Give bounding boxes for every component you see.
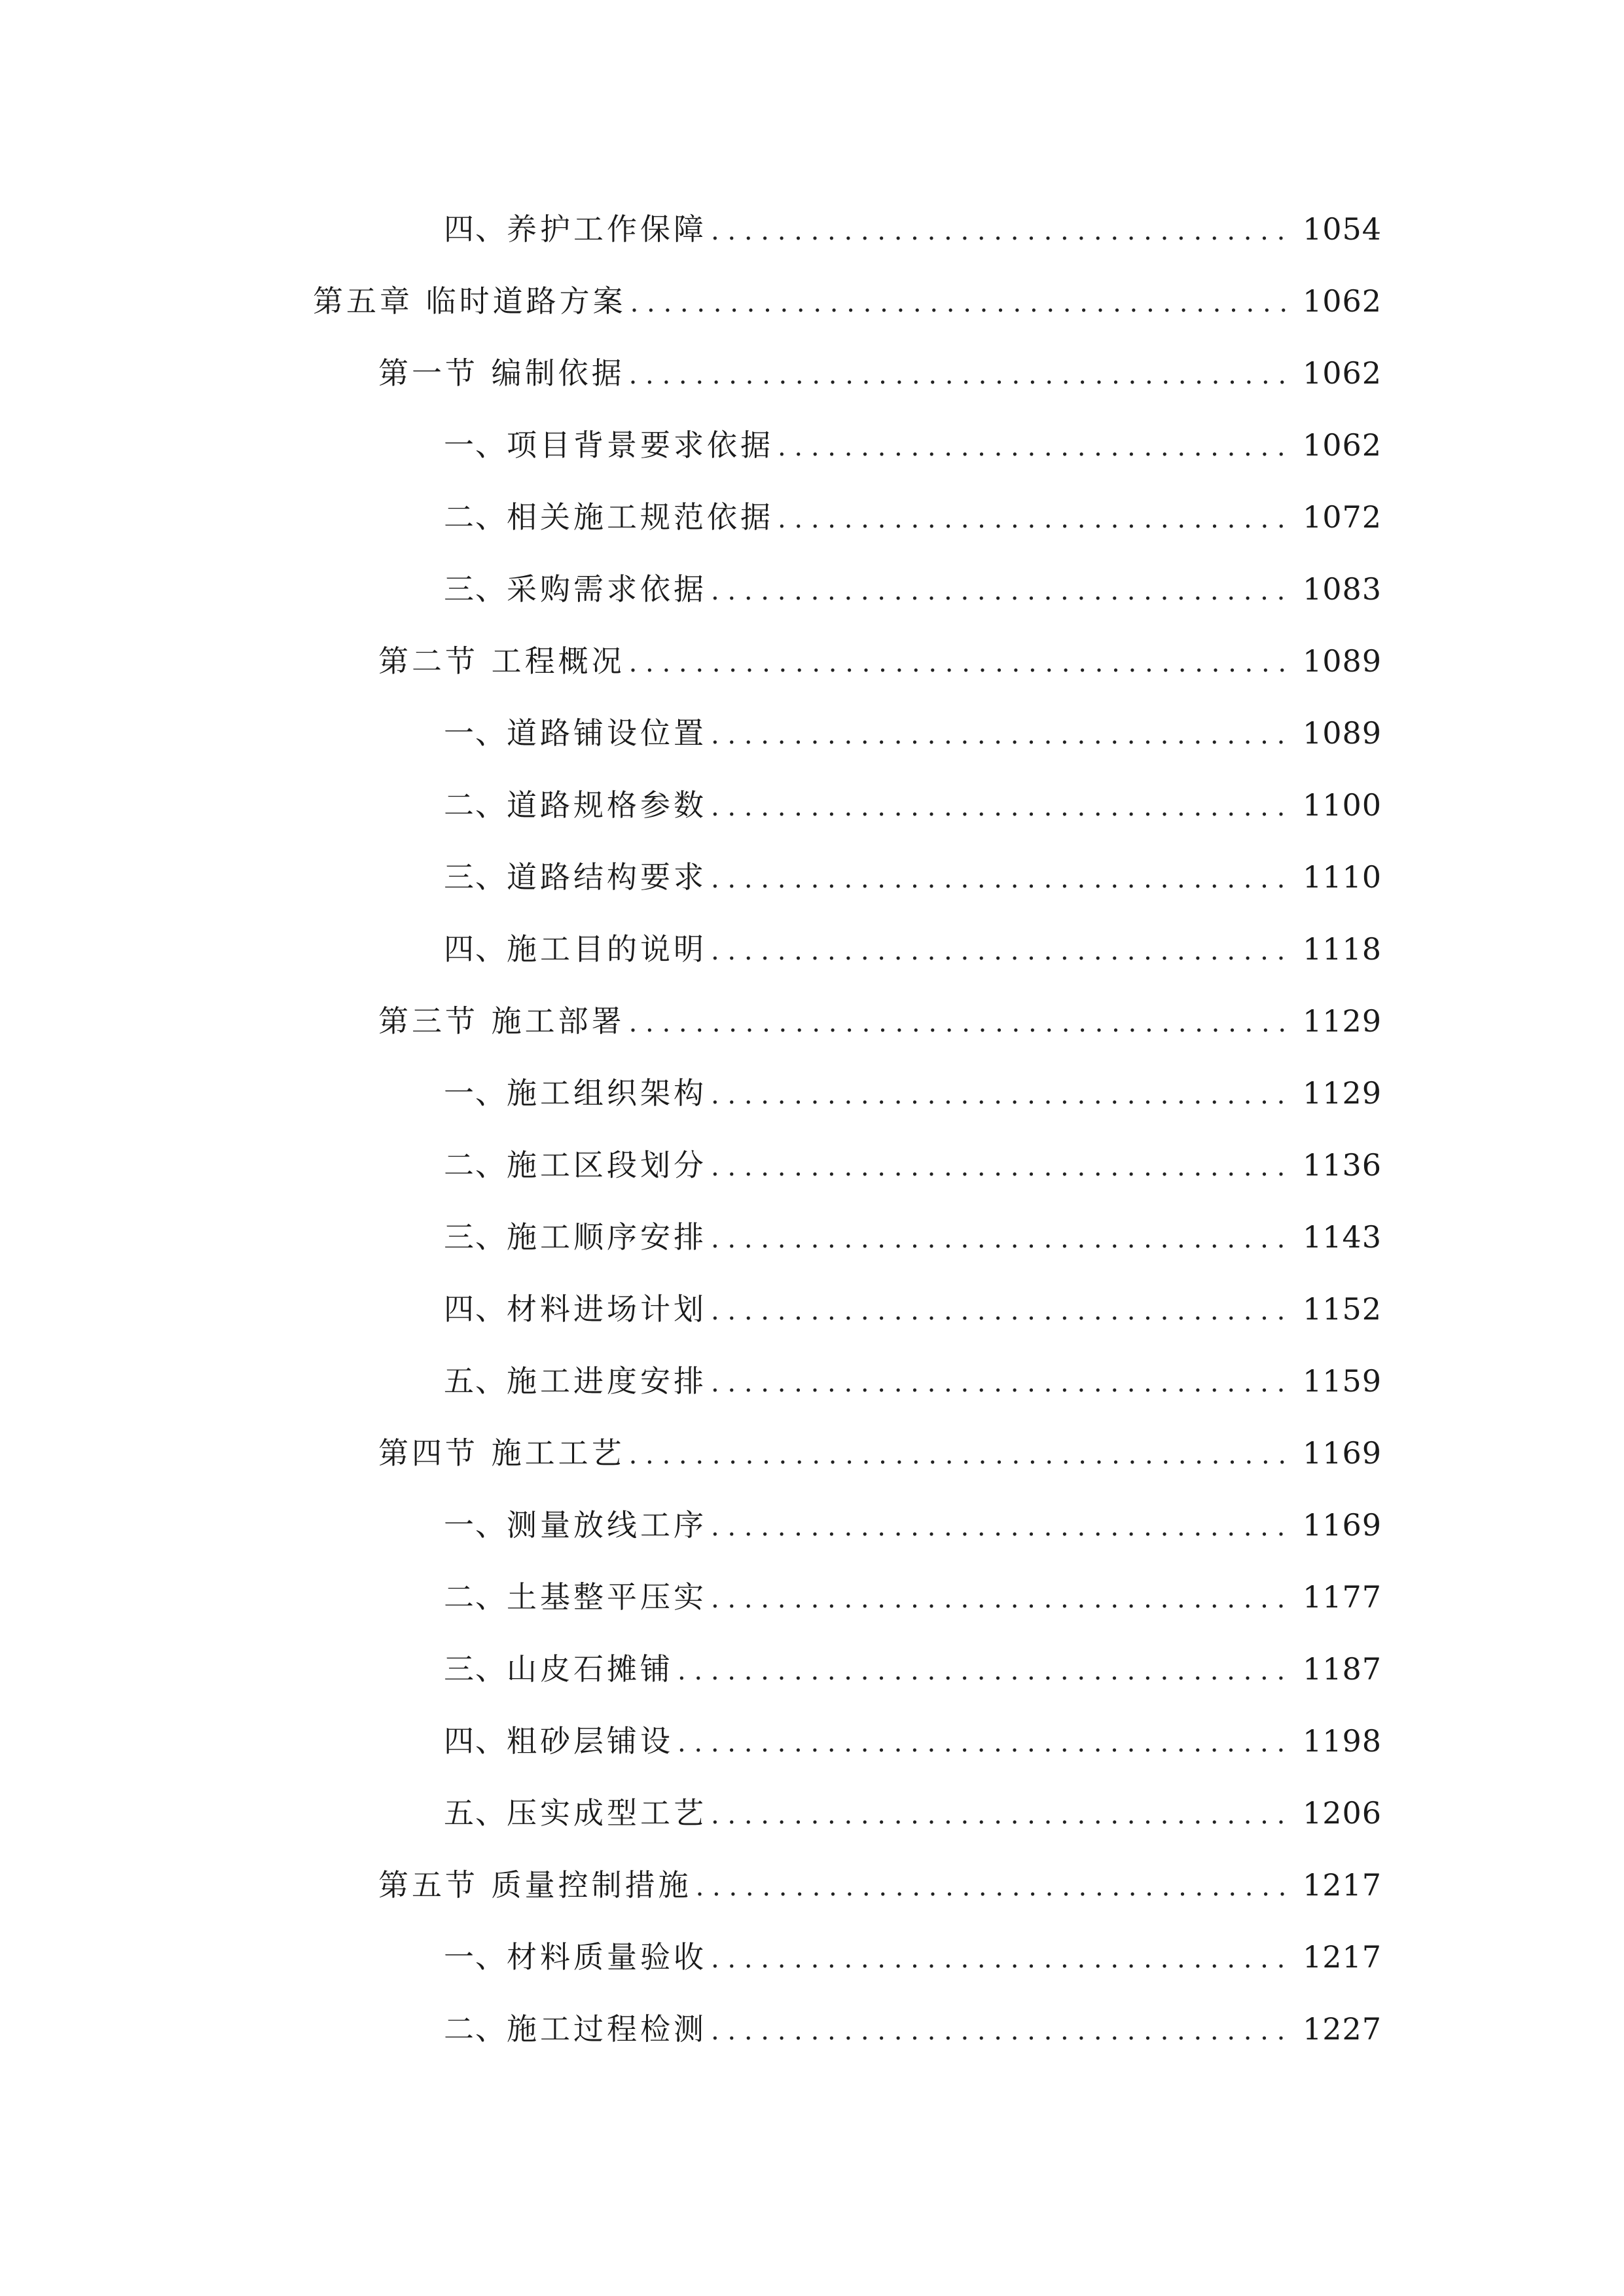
- toc-entry-marker: 三、: [444, 571, 507, 607]
- toc-leader-dots: [711, 1789, 1290, 1841]
- toc-entry-marker: 三、: [444, 1219, 507, 1255]
- toc-entry-title: 山皮石摊铺: [507, 1651, 674, 1687]
- toc-entry[interactable]: [444, 1787, 1382, 1839]
- toc-entry-section[interactable]: [378, 347, 1382, 399]
- toc-entry-title: 材料质量验收: [507, 1939, 707, 1975]
- toc-leader-dots: [778, 493, 1290, 545]
- toc-entry[interactable]: [444, 1283, 1382, 1335]
- toc-entry-section[interactable]: [378, 995, 1382, 1047]
- toc-entry-page: 1062: [1303, 355, 1382, 391]
- toc-entry-title: 道路规格参数: [507, 787, 707, 823]
- toc-entry-title: 第二节 工程概况: [378, 643, 625, 679]
- toc-leader-dots: [711, 1213, 1290, 1265]
- toc-entry-marker: 一、: [444, 715, 507, 751]
- toc-leader-dots: [629, 637, 1290, 689]
- toc-entry[interactable]: [444, 923, 1382, 975]
- toc-leader-dots: [778, 421, 1290, 473]
- toc-entry[interactable]: [444, 419, 1382, 471]
- toc-leader-dots: [711, 565, 1290, 617]
- toc-entry-title: 道路铺设位置: [507, 715, 707, 751]
- toc-entry[interactable]: [444, 563, 1382, 615]
- toc-entry-section[interactable]: [378, 635, 1382, 687]
- toc-entry[interactable]: [444, 1571, 1382, 1623]
- toc-entry-marker: 一、: [444, 1075, 507, 1111]
- toc-entry-page: 1062: [1303, 427, 1382, 463]
- toc-entry-page: 1136: [1303, 1147, 1382, 1183]
- toc-entry-page: 1152: [1303, 1291, 1382, 1327]
- toc-entry[interactable]: [444, 203, 1382, 255]
- toc-entry-title: 第三节 施工部署: [378, 1003, 625, 1039]
- toc-entry-title: 项目背景要求依据: [507, 427, 774, 463]
- toc-entry-marker: 三、: [444, 859, 507, 895]
- toc-entry-title: 相关施工规范依据: [507, 499, 774, 535]
- toc-entry-title: 施工过程检测: [507, 2011, 707, 2047]
- toc-entry[interactable]: [444, 851, 1382, 903]
- toc-entry[interactable]: [444, 491, 1382, 543]
- toc-leader-dots: [629, 997, 1290, 1049]
- toc-leader-dots: [711, 1573, 1290, 1625]
- toc-leader-dots: [711, 1357, 1290, 1409]
- toc-entry-marker: 三、: [444, 1651, 507, 1687]
- toc-entry-page: 1143: [1303, 1219, 1382, 1255]
- toc-leader-dots: [696, 1861, 1290, 1913]
- toc-entry-page: 1169: [1303, 1435, 1382, 1471]
- toc-leader-dots: [629, 349, 1290, 401]
- toc-entry[interactable]: [444, 1067, 1382, 1119]
- toc-leader-dots: [711, 781, 1290, 833]
- toc-entry-title: 采购需求依据: [507, 571, 707, 607]
- toc-entry-title: 第四节 施工工艺: [378, 1435, 625, 1471]
- toc-entry[interactable]: [444, 1499, 1382, 1551]
- toc-leader-dots: [677, 1717, 1290, 1769]
- toc-entry[interactable]: [444, 707, 1382, 759]
- toc-entry-page: 1227: [1303, 2011, 1382, 2047]
- toc-leader-dots: [711, 2005, 1290, 2057]
- toc-leader-dots: [629, 1429, 1290, 1481]
- toc-entry-page: 1217: [1303, 1867, 1382, 1903]
- toc-entry[interactable]: [444, 1211, 1382, 1263]
- toc-entry-marker: 二、: [444, 499, 507, 535]
- toc-entry-title: 第一节 编制依据: [378, 355, 625, 391]
- toc-entry-title: 测量放线工序: [507, 1507, 707, 1543]
- toc-entry[interactable]: [444, 1715, 1382, 1767]
- toc-entry-page: 1159: [1303, 1363, 1382, 1399]
- toc-entry-page: 1129: [1303, 1003, 1382, 1039]
- toc-entry-title: 施工顺序安排: [507, 1219, 707, 1255]
- toc-entry-marker: 四、: [444, 931, 507, 967]
- toc-entry[interactable]: [444, 779, 1382, 831]
- toc-entry[interactable]: [444, 1355, 1382, 1407]
- toc-entry-page: 1089: [1303, 715, 1382, 751]
- toc-entry-page: 1089: [1303, 643, 1382, 679]
- toc-entry-page: 1177: [1303, 1579, 1382, 1615]
- toc-leader-dots: [711, 1141, 1290, 1193]
- toc-leader-dots: [711, 925, 1290, 977]
- toc-entry-page: 1054: [1303, 211, 1382, 247]
- toc-entry-section[interactable]: [378, 1427, 1382, 1479]
- toc-entry-chapter[interactable]: [313, 275, 1382, 327]
- toc-entry-title: 第五章 临时道路方案: [313, 283, 626, 319]
- toc-entry-page: 1062: [1303, 283, 1382, 319]
- toc-leader-dots: [677, 1645, 1290, 1697]
- toc-entry-marker: 二、: [444, 1147, 507, 1183]
- toc-entry-title: 养护工作保障: [507, 211, 707, 247]
- toc-entry[interactable]: [444, 1139, 1382, 1191]
- toc-entry-page: 1217: [1303, 1939, 1382, 1975]
- toc-entry-page: 1187: [1303, 1651, 1382, 1687]
- toc-leader-dots: [711, 1285, 1290, 1337]
- toc-leader-dots: [711, 1933, 1290, 1985]
- toc-entry-section[interactable]: [378, 1859, 1382, 1911]
- toc-entry-page: 1206: [1303, 1795, 1382, 1831]
- toc-entry-title: 第五节 质量控制措施: [378, 1867, 692, 1903]
- toc-entry-title: 道路结构要求: [507, 859, 707, 895]
- toc-entry-marker: 四、: [444, 1723, 507, 1759]
- toc-entry-title: 粗砂层铺设: [507, 1723, 674, 1759]
- toc-leader-dots: [711, 205, 1290, 257]
- toc-entry-page: 1118: [1303, 931, 1382, 967]
- toc-leader-dots: [711, 1069, 1290, 1121]
- toc-entry-page: 1110: [1303, 859, 1382, 895]
- toc-entry-page: 1169: [1303, 1507, 1382, 1543]
- toc-entry-title: 施工进度安排: [507, 1363, 707, 1399]
- toc-entry[interactable]: [444, 1643, 1382, 1695]
- toc-leader-dots: [711, 1501, 1290, 1553]
- toc-entry-page: 1198: [1303, 1723, 1382, 1759]
- toc-entry-marker: 二、: [444, 2011, 507, 2047]
- toc-entry-marker: 二、: [444, 1579, 507, 1615]
- toc-leader-dots: [711, 709, 1290, 761]
- toc-entry-marker: 一、: [444, 427, 507, 463]
- toc-entry-title: 压实成型工艺: [507, 1795, 707, 1831]
- toc-entry-marker: 四、: [444, 211, 507, 247]
- toc-entry[interactable]: [444, 2003, 1382, 2055]
- toc-entry-title: 施工目的说明: [507, 931, 707, 967]
- toc-entry-page: 1129: [1303, 1075, 1382, 1111]
- toc-entry-title: 施工区段划分: [507, 1147, 707, 1183]
- toc-entry-marker: 五、: [444, 1795, 507, 1831]
- toc-entry-marker: 一、: [444, 1507, 507, 1543]
- toc-leader-dots: [630, 277, 1290, 329]
- toc-entry-marker: 二、: [444, 787, 507, 823]
- toc-entry-marker: 一、: [444, 1939, 507, 1975]
- toc-entry-page: 1072: [1303, 499, 1382, 535]
- toc-entry-title: 土基整平压实: [507, 1579, 707, 1615]
- toc-entry[interactable]: [444, 1931, 1382, 1983]
- toc-entry-page: 1100: [1303, 787, 1382, 823]
- toc-entry-page: 1083: [1303, 571, 1382, 607]
- toc-entry-title: 材料进场计划: [507, 1291, 707, 1327]
- toc-entry-title: 施工组织架构: [507, 1075, 707, 1111]
- toc-leader-dots: [711, 853, 1290, 905]
- toc-entry-marker: 四、: [444, 1291, 507, 1327]
- toc-entry-marker: 五、: [444, 1363, 507, 1399]
